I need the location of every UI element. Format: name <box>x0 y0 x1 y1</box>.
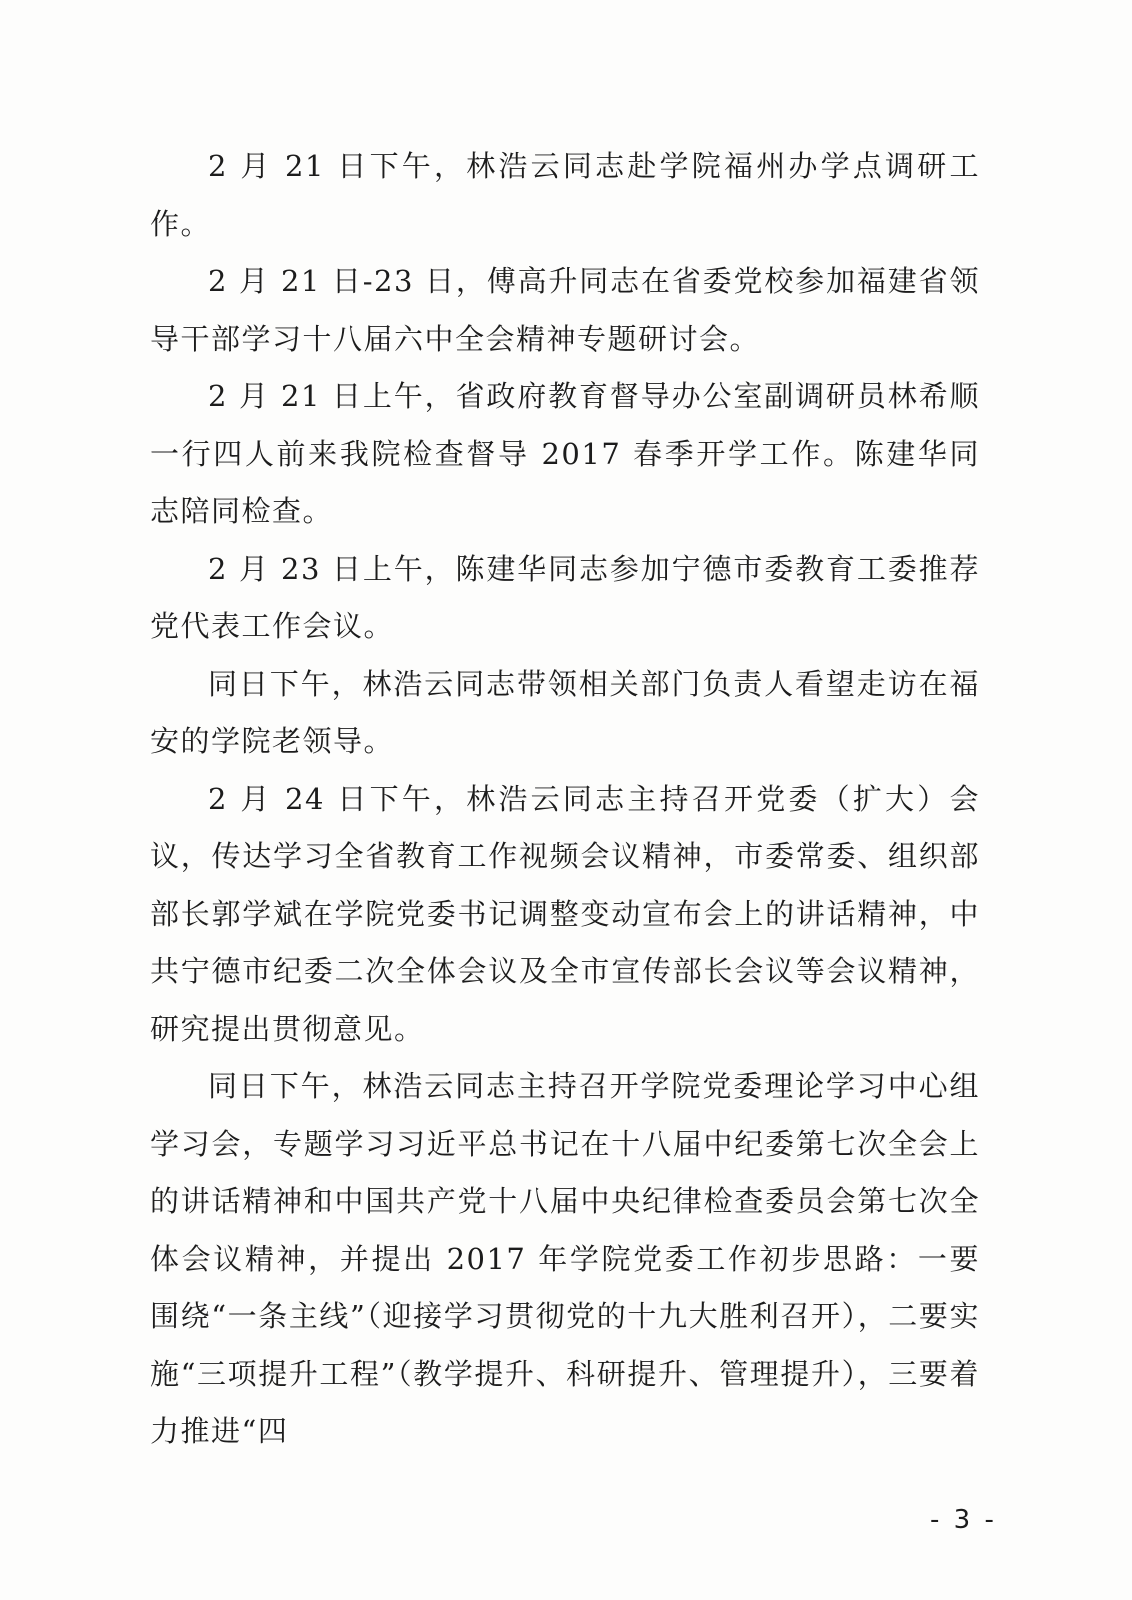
paragraph-2: 2 月 21 日-23 日，傅高升同志在省委党校参加福建省领导干部学习十八届六中全会精神专题研讨会。 <box>150 264 980 356</box>
paragraph-3: 2 月 21 日上午，省政府教育督导办公室副调研员林希顺一行四人前来我院检查督导 2017 春季开学工作。陈建华同志陪同检查。 <box>150 379 980 528</box>
paragraph-1: 2 月 21 日下午，林浩云同志赴学院福州办学点调研工作。 <box>150 149 980 241</box>
document-body <box>150 138 980 1461</box>
paragraph-6: 2 月 24 日下午，林浩云同志主持召开党委（扩大）会议，传达学习全省教育工作视频会议精神，市委常委、组织部部长郭学斌在学院党委书记调整变动宣布会上的讲话精神，中共宁德市纪委二次全体会议及全市宣传部长会议等会议精神，研究提出贯彻意见。 <box>150 781 980 1046</box>
paragraph-4: 2 月 23 日上午，陈建华同志参加宁德市委教育工委推荐党代表工作会议。 <box>150 551 980 643</box>
paragraph-5: 同日下午，林浩云同志带领相关部门负责人看望走访在福安的学院老领导。 <box>150 666 980 758</box>
paragraph-7: 同日下午，林浩云同志主持召开学院党委理论学习中心组学习会，专题学习习近平总书记在十八届中纪委第七次全会上的讲话精神和中国共产党十八届中央纪律检查委员会第七次全体会议精神，并提出 2017 年学院党委工作初步思路：一要围绕“一条主线”（迎接学习贯彻党的十九大胜利召开），二要实施“三项提升工程”（教学提升、科研提升、管理提升），三要着力推进“四 <box>150 1069 980 1448</box>
page-number: - 3 - <box>930 1505 997 1535</box>
